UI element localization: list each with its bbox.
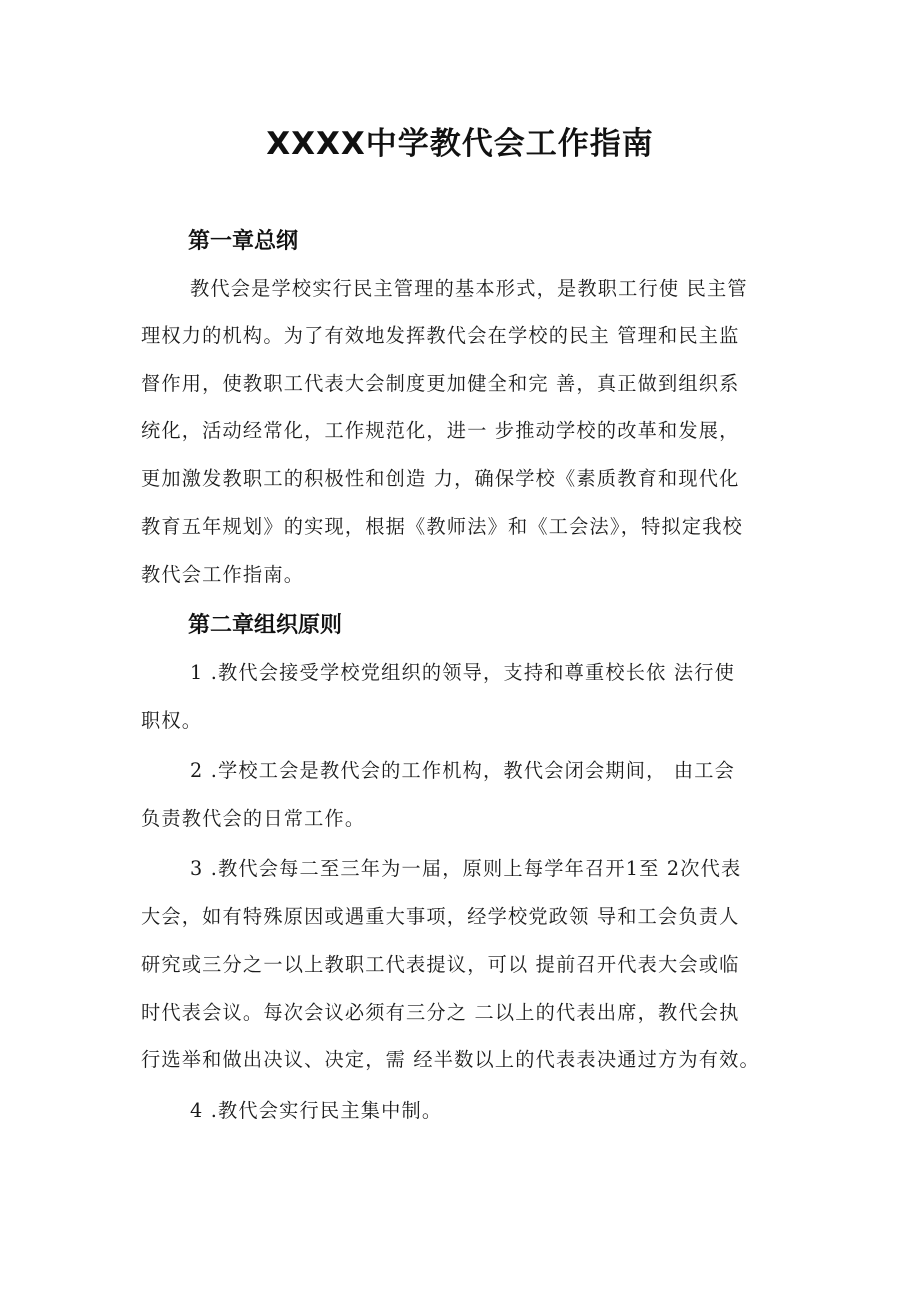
paragraph-line: 1 .教代会接受学校党组织的领导，支持和尊重校长依 法行使 [190, 661, 735, 684]
chapter-1-heading: 第一章总纲 [188, 229, 299, 254]
paragraph-line: 大会，如有特殊原因或遇重大事项，经学校党政领 导和工会负责人 [141, 905, 740, 928]
paragraph-line: 3 .教代会每二至三年为一届，原则上每学年召开1至 2次代表 [190, 857, 742, 880]
document-title: XXXX中学教代会工作指南 [266, 126, 654, 162]
paragraph-line: 负责教代会的日常工作。 [141, 807, 366, 830]
paragraph-line: 更加激发教职工的积极性和创造 力，确保学校《素质教育和现代化 [141, 467, 740, 490]
paragraph-line: 教育五年规划》的实现，根据《教师法》和《工会法》，特拟定我校 [141, 515, 744, 538]
paragraph-line: 时代表会议。每次会议必须有三分之 二以上的代表出席，教代会执 [141, 1001, 740, 1024]
paragraph-line: 行选举和做出决议、决定，需 经半数以上的代表表决通过方为有效。 [141, 1048, 760, 1071]
paragraph-line: 职权。 [141, 709, 203, 732]
paragraph-line: 教代会是学校实行民主管理的基本形式，是教职工行使 民主管 [190, 277, 748, 300]
paragraph-line: 理权力的机构。为了有效地发挥教代会在学校的民主 管理和民主监 [141, 324, 740, 347]
paragraph-line: 4 .教代会实行民主集中制。 [190, 1099, 443, 1122]
paragraph-line: 教代会工作指南。 [141, 563, 305, 586]
paragraph-line: 研究或三分之一以上教职工代表提议，可以 提前召开代表大会或临 [141, 953, 740, 976]
chapter-2-heading: 第二章组织原则 [188, 613, 343, 638]
paragraph-line: 督作用，使教职工代表大会制度更加健全和完 善，真正做到组织系 [141, 372, 740, 395]
paragraph-line: 2 .学校工会是教代会的工作机构，教代会闭会期间， 由工会 [190, 759, 735, 782]
paragraph-line: 统化，活动经常化，工作规范化，进一 步推动学校的改革和发展， [141, 419, 740, 442]
